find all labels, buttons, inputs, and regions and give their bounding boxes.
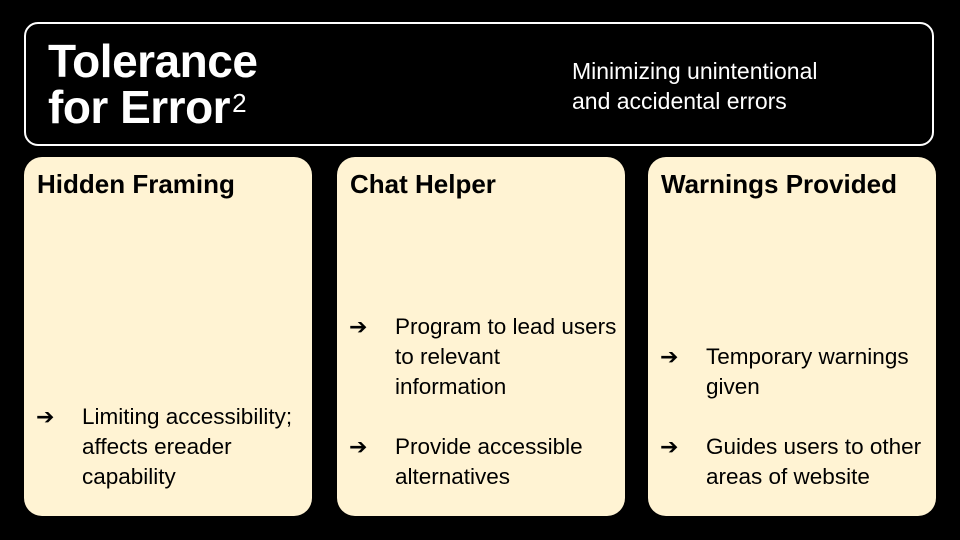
title-line-1: Tolerance <box>48 35 258 87</box>
card-hidden-framing <box>24 157 312 516</box>
title-banner <box>24 22 934 146</box>
title-superscript: 2 <box>232 88 247 118</box>
bullet-text: Temporary warnings given <box>706 344 909 399</box>
title-line-2: for Error <box>48 81 231 133</box>
bullet-text: Limiting accessibility; affects ereader capability <box>82 404 293 489</box>
bullet-list <box>347 312 617 492</box>
card-title: Hidden Framing <box>37 169 235 199</box>
arrow-right-icon: ➔ <box>349 434 368 459</box>
subtitle-line-1: Minimizing unintentional <box>572 58 818 84</box>
list-item <box>658 342 928 402</box>
card-title: Warnings Provided <box>661 169 897 199</box>
card-chat-helper <box>337 157 625 516</box>
arrow-right-icon: ➔ <box>36 404 55 429</box>
bullet-text: Provide accessible alternatives <box>395 434 583 489</box>
subtitle-line-2: and accidental errors <box>572 88 787 114</box>
card-warnings-provided <box>648 157 936 516</box>
arrow-right-icon: ➔ <box>660 434 679 459</box>
list-item <box>347 312 617 402</box>
list-item <box>658 432 928 492</box>
arrow-right-icon: ➔ <box>660 344 679 369</box>
card-title: Chat Helper <box>350 169 496 199</box>
list-item <box>347 432 617 492</box>
arrow-right-icon: ➔ <box>349 314 368 339</box>
bullet-text: Program to lead users to relevant information <box>395 314 617 399</box>
slide-subtitle <box>572 56 892 116</box>
list-item <box>34 402 304 492</box>
slide-title <box>48 35 258 133</box>
bullet-text: Guides users to other areas of website <box>706 434 922 489</box>
bullet-list <box>34 402 304 492</box>
bullet-list <box>658 342 928 492</box>
